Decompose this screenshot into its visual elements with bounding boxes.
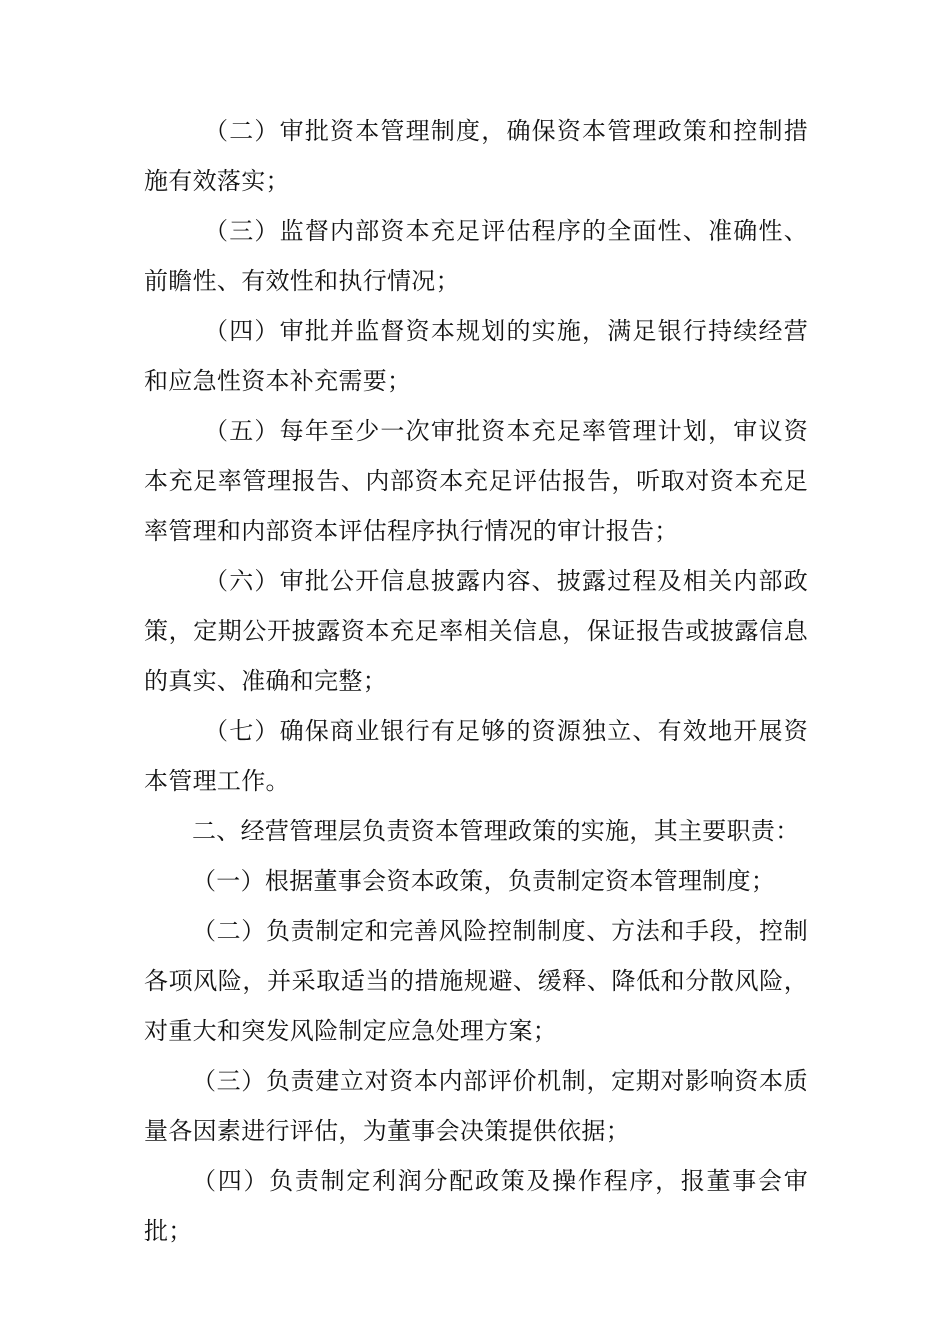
paragraph-management-duty-2: （二）负责制定和完善风险控制制度、方法和手段，控制各项风险，并采取适当的措施规避、缓释、降低和分散风险，对重大和突发风险制定应急处理方案； bbox=[144, 917, 808, 1045]
paragraph-management-duty-3: （三）负责建立对资本内部评价机制，定期对影响资本质量各因素进行评估，为董事会决策提供依据； bbox=[144, 1067, 808, 1145]
paragraph-board-duty-3: （三）监督内部资本充足评估程序的全面性、准确性、前瞻性、有效性和执行情况； bbox=[144, 217, 808, 295]
paragraph-board-duty-2: （二）审批资本管理制度，确保资本管理政策和控制措施有效落实； bbox=[144, 117, 808, 195]
section-heading-management: 二、经营管理层负责资本管理政策的实施，其主要职责： bbox=[192, 817, 800, 845]
paragraph-management-duty-4: （四）负责制定利润分配政策及操作程序，报董事会审批； bbox=[144, 1167, 808, 1245]
paragraph-board-duty-6: （六）审批公开信息披露内容、披露过程及相关内部政策，定期公开披露资本充足率相关信息，保证报告或披露信息的真实、准确和完整； bbox=[144, 567, 808, 695]
paragraph-board-duty-4: （四）审批并监督资本规划的实施，满足银行持续经营和应急性资本补充需要； bbox=[144, 317, 808, 395]
paragraph-board-duty-7: （七）确保商业银行有足够的资源独立、有效地开展资本管理工作。 bbox=[144, 717, 808, 795]
paragraph-management-duty-1: （一）根据董事会资本政策，负责制定资本管理制度； bbox=[192, 867, 776, 895]
paragraph-board-duty-5: （五）每年至少一次审批资本充足率管理计划，审议资本充足率管理报告、内部资本充足评估报告，听取对资本充足率管理和内部资本评估程序执行情况的审计报告； bbox=[144, 417, 808, 545]
document-body bbox=[144, 106, 808, 1256]
